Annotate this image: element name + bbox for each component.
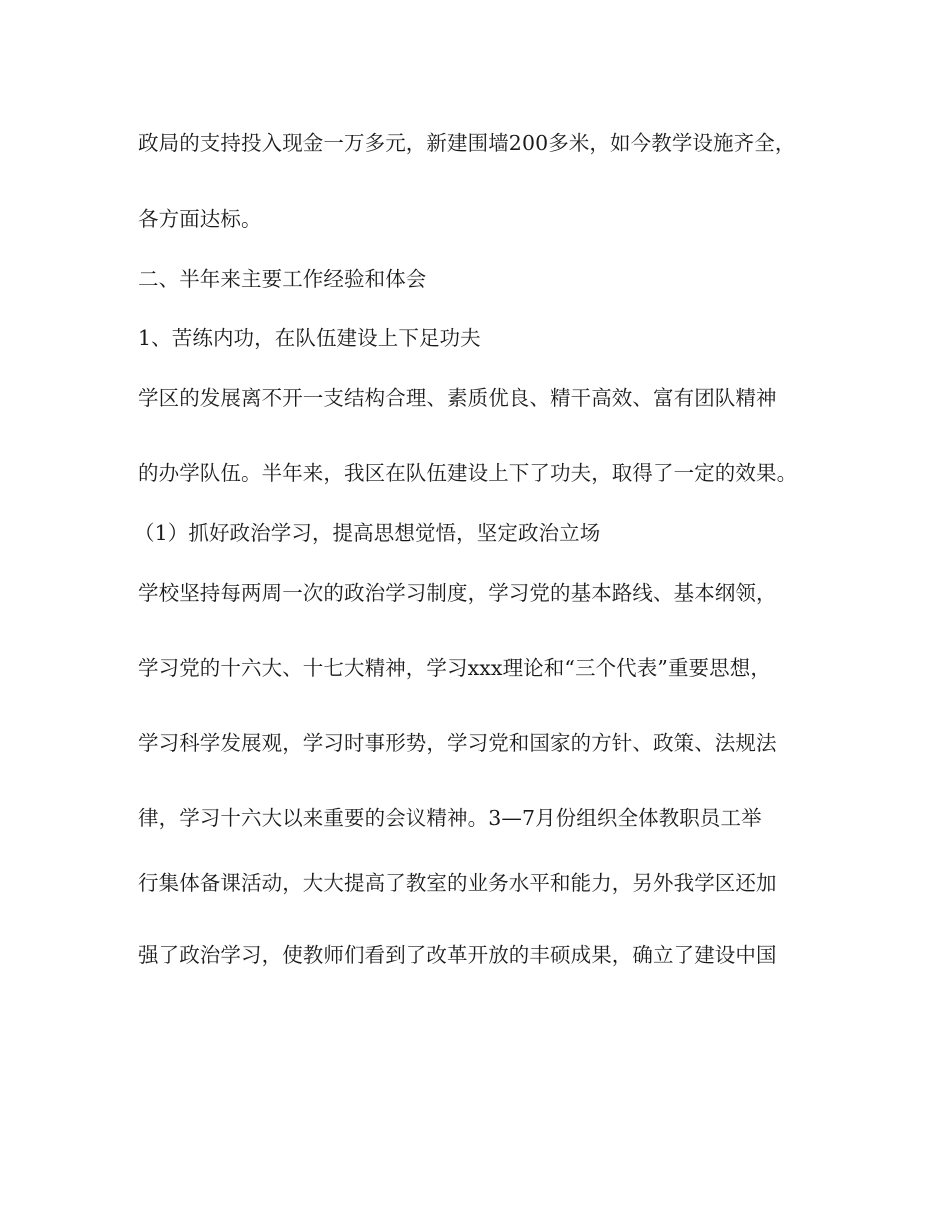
body-text-line: 学区的发展离不开一支结构合理、素质优良、精干高效、富有团队精神 xyxy=(138,386,777,410)
body-text-line: 学习科学发展观，学习时事形势，学习党和国家的方针、政策、法规法 xyxy=(138,731,777,755)
body-text-line: 的办学队伍。半年来，我区在队伍建设上下了功夫，取得了一定的效果。 xyxy=(138,461,798,485)
sub-subsection-heading: （1）抓好政治学习，提高思想觉悟，坚定政治立场 xyxy=(134,521,601,545)
body-text-line: 学校坚持每两周一次的政治学习制度，学习党的基本路线、基本纲领， xyxy=(138,581,777,605)
section-heading: 二、半年来主要工作经验和体会 xyxy=(138,267,427,291)
body-text-line: 强了政治学习，使教师们看到了改革开放的丰硕成果，确立了建设中国 xyxy=(138,943,777,967)
body-text-line: 各方面达标。 xyxy=(138,207,262,231)
subsection-heading: 1、苦练内功，在队伍建设上下足功夫 xyxy=(138,326,481,350)
body-text-line: 学习党的十六大、十七大精神，学习xxx理论和“三个代表”重要思想， xyxy=(138,656,771,680)
body-text-line: 政局的支持投入现金一万多元，新建围墙200多米，如今教学设施齐全， xyxy=(138,131,796,155)
body-text-line: 行集体备课活动，大大提高了教室的业务水平和能力，另外我学区还加 xyxy=(138,871,777,895)
body-text-line: 律，学习十六大以来重要的会议精神。3—7月份组织全体教职员工举 xyxy=(138,806,762,830)
